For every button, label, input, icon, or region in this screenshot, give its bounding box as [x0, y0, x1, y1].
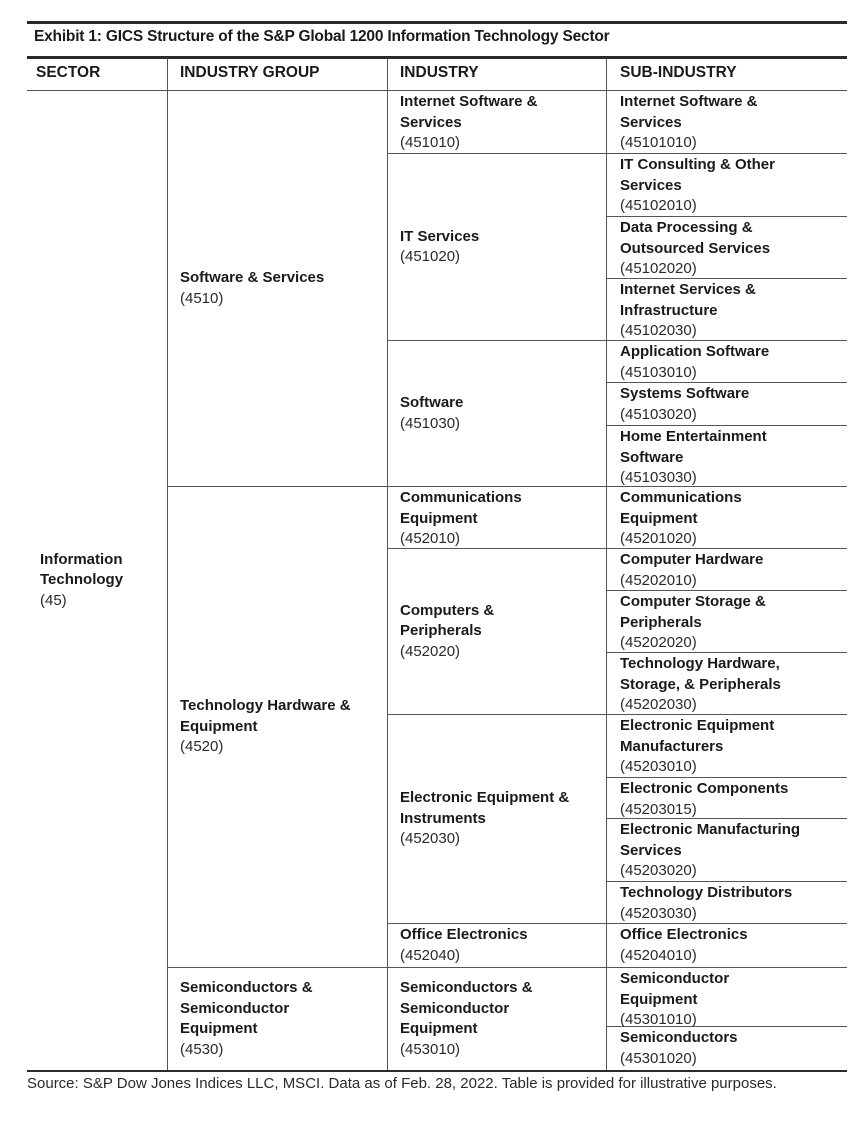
sub-industry-name: Data Processing & Outsourced Services — [620, 219, 771, 257]
top-rule — [27, 21, 847, 24]
sub-industry-cell — [620, 341, 845, 382]
exhibit-title: Exhibit 1: GICS Structure of the S&P Global 1200 Information Technology Sector — [34, 28, 610, 45]
industry-code: (452020) — [400, 642, 461, 660]
industry-group-cell — [180, 487, 380, 967]
sub-industry-code: (45203010) — [620, 758, 697, 775]
industry-group-code: (4520) — [180, 738, 224, 756]
sub-industry-name: Internet Services & Infrastructure — [620, 281, 756, 319]
industry-cell — [400, 715, 600, 923]
sub-industry-code: (45202030) — [620, 696, 697, 713]
sub-industry-code: (45204010) — [620, 946, 697, 964]
industry-code: (451020) — [400, 248, 461, 265]
sector-cell — [40, 91, 160, 1070]
sub-industry-cell — [620, 653, 845, 714]
industry-cell — [400, 549, 550, 714]
sub-industry-name: Computer Storage & Peripherals — [620, 593, 766, 631]
industry-group-name: Semiconductors & Semiconductor Equipment — [180, 979, 313, 1037]
sub-industry-cell — [620, 591, 845, 652]
industry-name: Computers & Peripherals — [400, 601, 495, 640]
sub-industry-name: Electronic Manufacturing Services — [620, 821, 801, 859]
sub-industry-code: (45103010) — [620, 363, 697, 381]
sub-industry-name: Communications Equipment — [620, 489, 742, 527]
sub-industry-cell — [620, 217, 845, 278]
sub-industry-code: (45102030) — [620, 322, 697, 339]
sub-industry-name: Office Electronics — [620, 926, 748, 943]
column-header-sub-industry: SUB-INDUSTRY — [620, 64, 737, 81]
sub-industry-cell — [620, 279, 845, 340]
industry-name: Software — [400, 394, 464, 411]
industry-group-name: Software & Services — [180, 269, 325, 286]
sub-industry-code: (45102020) — [620, 260, 697, 277]
industry-name: Semiconductors & Semiconductor Equipment — [400, 979, 533, 1037]
industry-group-code: (4530) — [180, 1040, 224, 1058]
divider-sector-group — [167, 58, 168, 1071]
sub-industry-name: Electronic Equipment Manufacturers — [620, 717, 775, 755]
source-note: Source: S&P Dow Jones Indices LLC, MSCI. Data as of Feb. 28, 2022. Table is provided for illustrative purposes. — [27, 1075, 777, 1092]
header-top-rule — [27, 56, 847, 59]
sub-industry-cell — [620, 154, 845, 216]
industry-group-cell — [180, 91, 380, 486]
sub-industry-cell — [620, 924, 845, 967]
industry-name: IT Services — [400, 227, 480, 245]
sub-industry-code: (45202010) — [620, 571, 697, 589]
sub-industry-code: (45301010) — [620, 1011, 697, 1028]
sub-industry-name: Home Entertainment Software — [620, 428, 767, 466]
sub-industry-cell — [620, 819, 845, 881]
industry-code: (453010) — [400, 1040, 461, 1058]
sub-industry-name: Technology Distributors — [620, 884, 793, 901]
industry-cell — [400, 154, 600, 340]
industry-code: (452040) — [400, 946, 461, 964]
sub-industry-name: Systems Software — [620, 385, 750, 402]
column-header-industry: INDUSTRY — [400, 64, 479, 81]
column-header-industry-group: INDUSTRY GROUP — [180, 64, 320, 81]
industry-code: (451030) — [400, 414, 461, 432]
sub-industry-cell — [620, 91, 845, 153]
divider-group-industry — [387, 58, 388, 1071]
sub-industry-name: Semiconductor Equipment — [620, 970, 730, 1008]
industry-group-cell — [180, 968, 360, 1070]
industry-code: (451010) — [400, 134, 461, 151]
sub-industry-code: (45103030) — [620, 469, 697, 486]
sub-industry-cell — [620, 1027, 845, 1070]
industry-group-code: (4510) — [180, 289, 224, 307]
sub-industry-cell — [620, 968, 845, 1026]
sub-industry-code: (45103020) — [620, 405, 697, 423]
column-header-sector: SECTOR — [36, 64, 101, 81]
table-bottom-rule — [27, 1070, 847, 1072]
sub-industry-code: (45201020) — [620, 530, 697, 547]
industry-cell — [400, 968, 580, 1070]
sub-industry-code: (45202020) — [620, 634, 697, 651]
industry-name: Internet Software & Services — [400, 93, 538, 131]
sub-industry-name: IT Consulting & Other Services — [620, 156, 775, 194]
sub-industry-cell — [620, 549, 845, 590]
sub-industry-cell — [620, 778, 845, 818]
sub-industry-name: Computer Hardware — [620, 551, 764, 568]
industry-cell — [400, 924, 600, 967]
sub-industry-cell — [620, 882, 845, 923]
industry-code: (452010) — [400, 530, 461, 547]
sub-industry-cell — [620, 426, 845, 486]
sub-industry-code: (45101010) — [620, 134, 697, 151]
sub-industry-code: (45203020) — [620, 862, 697, 879]
sub-industry-cell — [620, 715, 845, 777]
industry-cell — [400, 487, 600, 548]
sector-name: Information Technology — [40, 550, 124, 589]
industry-cell — [400, 341, 600, 486]
industry-name: Electronic Equipment & Instruments — [400, 789, 570, 827]
sub-industry-code: (45203030) — [620, 904, 697, 922]
industry-name: Communications Equipment — [400, 489, 522, 527]
sub-industry-name: Application Software — [620, 343, 770, 360]
sub-industry-name: Technology Hardware, Storage, & Peripherals — [620, 655, 781, 693]
industry-code: (452030) — [400, 830, 461, 848]
industry-group-name: Technology Hardware & Equipment — [180, 697, 351, 735]
industry-cell — [400, 91, 600, 153]
sub-industry-name: Internet Software & Services — [620, 93, 758, 131]
sub-industry-name: Electronic Components — [620, 780, 789, 797]
sub-industry-code: (45203015) — [620, 800, 697, 818]
divider-industry-subindustry — [606, 58, 607, 1071]
sub-industry-cell — [620, 383, 845, 425]
sub-industry-cell — [620, 487, 845, 548]
sub-industry-code: (45102010) — [620, 197, 697, 214]
sub-industry-code: (45301020) — [620, 1049, 697, 1067]
industry-name: Office Electronics — [400, 926, 528, 943]
sub-industry-name: Semiconductors — [620, 1029, 738, 1046]
sector-code: (45) — [40, 591, 67, 609]
